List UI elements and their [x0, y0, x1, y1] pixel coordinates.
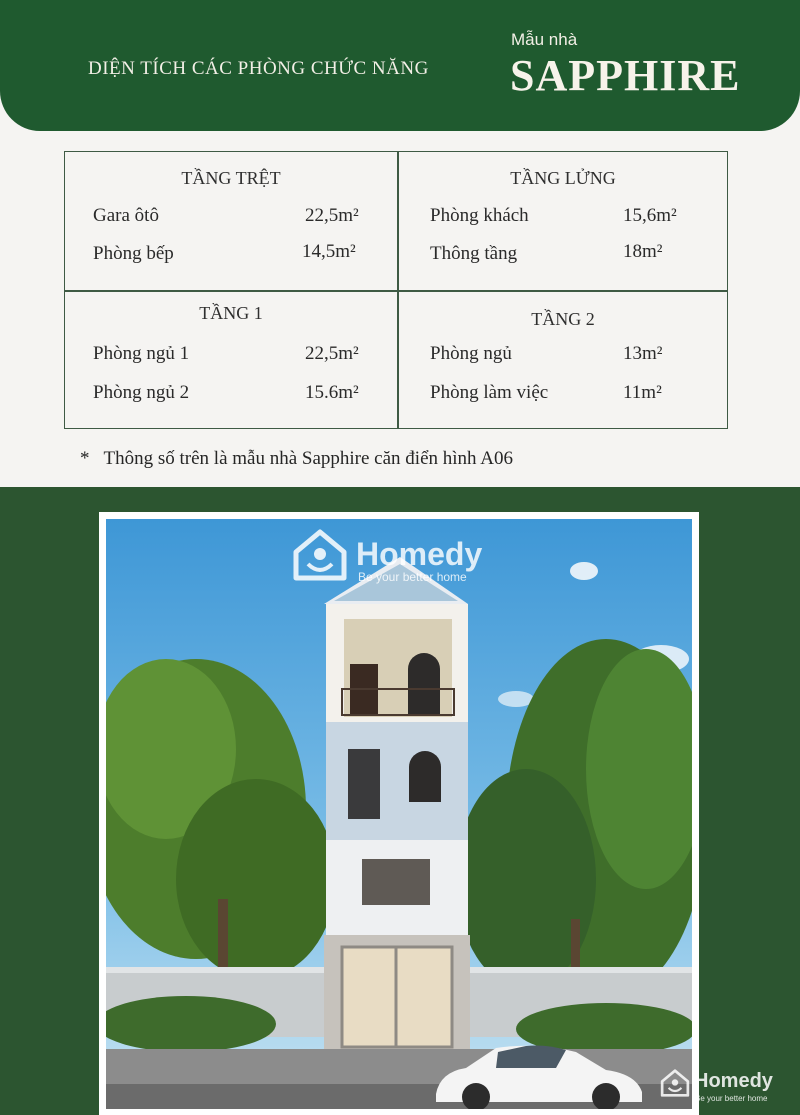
header-banner	[0, 0, 800, 131]
floor-title: TẦNG TRỆT	[181, 168, 281, 188]
room-name: Phòng bếp	[93, 243, 174, 264]
house-rendering	[106, 519, 692, 1109]
room-name: Phòng ngủ 2	[93, 382, 190, 403]
homedy-watermark	[292, 528, 483, 587]
room-name: Phòng làm việc	[430, 382, 549, 403]
room-name: Phòng ngủ	[430, 343, 512, 364]
room-area: 18m²	[623, 241, 663, 262]
homedy-logo-icon	[292, 528, 348, 582]
room-area: 15,6m²	[623, 205, 677, 226]
footnote	[80, 448, 513, 470]
model-subtitle: Mẫu nhà	[511, 30, 578, 49]
floor-title: TẦNG LỬNG	[510, 168, 616, 188]
room-area-table	[64, 151, 728, 429]
floor-title: TẦNG 2	[531, 309, 595, 329]
footnote-marker: *	[80, 448, 90, 469]
homedy-watermark-corner	[660, 1068, 773, 1103]
floor-cell-ground	[65, 152, 397, 291]
brand-name: SAPPHIRE	[510, 51, 741, 100]
floor-cell-mezzanine	[397, 152, 729, 291]
room-area: 22,5m²	[305, 205, 359, 226]
room-area: 22,5m²	[305, 343, 359, 364]
watermark-name: Homedy	[694, 1070, 773, 1092]
watermark-name: Homedy	[356, 536, 483, 572]
watermark-tagline: Be your better home	[695, 1094, 768, 1103]
room-name: Thông tầng	[430, 243, 518, 264]
room-name: Phòng khách	[430, 205, 529, 226]
house-illustration	[106, 519, 692, 1109]
room-area: 15.6m²	[305, 382, 359, 403]
floor-cell-first	[65, 291, 397, 430]
homedy-logo-icon	[660, 1068, 690, 1098]
room-name: Phòng ngủ 1	[93, 343, 190, 364]
page-title: DIỆN TÍCH CÁC PHÒNG CHỨC NĂNG	[88, 58, 429, 79]
room-name: Gara ôtô	[93, 205, 159, 226]
floor-title: TẦNG 1	[199, 303, 263, 323]
room-area: 14,5m²	[302, 241, 356, 262]
room-area: 13m²	[623, 343, 663, 364]
footnote-text: Thông số trên là mẫu nhà Sapphire căn điển hình A06	[103, 448, 513, 469]
floor-cell-second	[397, 291, 729, 430]
room-area: 11m²	[623, 382, 662, 403]
watermark-tagline: Be your better home	[358, 570, 467, 584]
